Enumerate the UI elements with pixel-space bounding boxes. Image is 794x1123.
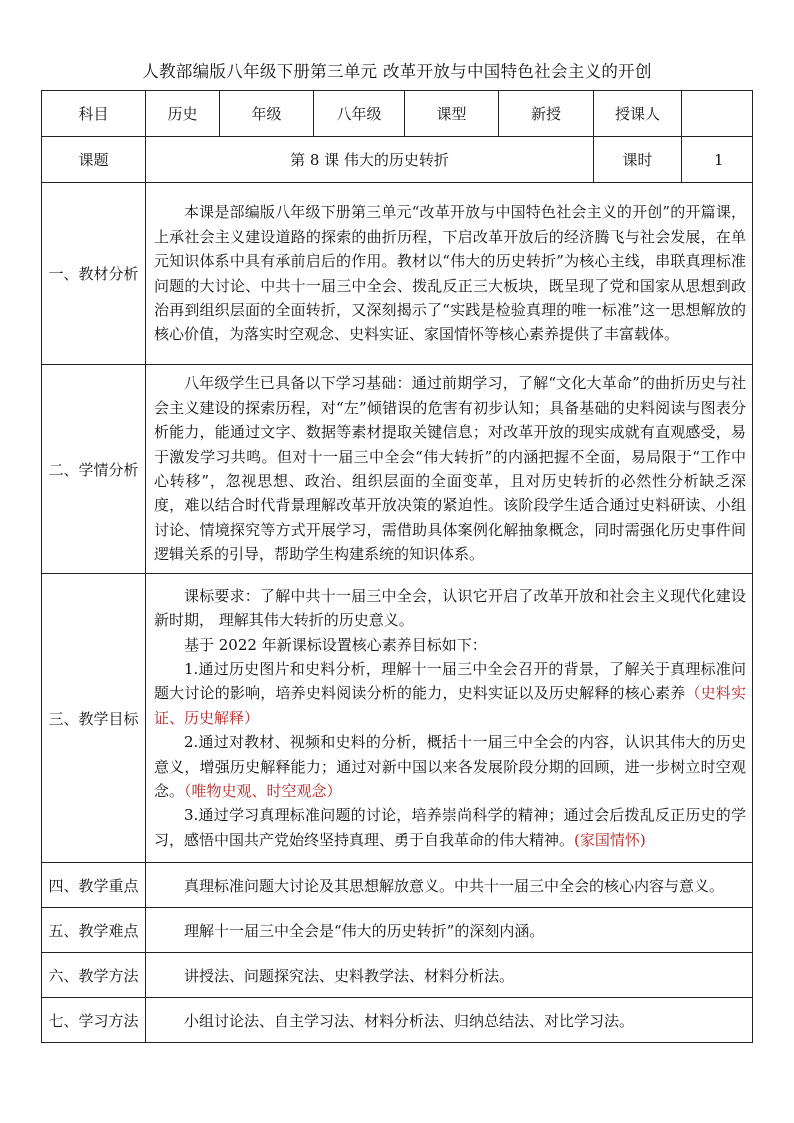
teacher-value (682, 91, 753, 137)
difficulties-text: 理解十一届三中全会是“伟大的历史转折”的深刻内涵。 (146, 908, 753, 953)
learning-methods-row (42, 998, 753, 1043)
teaching-methods-row (42, 953, 753, 998)
learning-methods-label: 七、学习方法 (42, 998, 146, 1043)
student-analysis-label: 二、学情分析 (42, 365, 146, 574)
goal-3-text: 3.通过学习真理标准问题的讨论，培养崇尚科学的精神；通过会后拨乱反正历史的学习，感悟中国共产党始终坚持真理、勇于自我革命的伟大精神。 (154, 806, 746, 849)
textbook-analysis-label: 一、教材分析 (42, 183, 146, 365)
topic-value: 第 8 课 伟大的历史转折 (146, 137, 594, 183)
document-title: 人教部编版八年级下册第三单元 改革开放与中国特色社会主义的开创 (142, 62, 652, 81)
goal-2-literacy-tag: （唯物史观、时空观念） (184, 782, 342, 801)
goal-3 (154, 803, 746, 852)
hours-label: 课时 (594, 137, 682, 183)
topic-row (42, 137, 753, 183)
teaching-methods-label: 六、教学方法 (42, 953, 146, 998)
key-points-label: 四、教学重点 (42, 863, 146, 908)
hours-number: 1 (714, 150, 724, 169)
student-analysis-row (42, 365, 753, 574)
textbook-analysis-row (42, 183, 753, 365)
teaching-goals-content (146, 574, 753, 863)
grade-label: 年级 (220, 91, 314, 137)
goal-2 (154, 730, 746, 803)
curriculum-standard: 课标要求：了解中共十一届三中全会，认识它开启了改革开放和社会主义现代化建设新时期， 理解其伟大转折的历史意义。 (154, 586, 746, 630)
goals-intro: 基于 2022 年新课标设置核心素养目标如下： (184, 635, 487, 654)
goal-1-text: 1.通过历史图片和史料分析，理解十一届三中全会召开的背景，了解关于真理标准问题大讨论的影响，培养史料阅读分析的能力，史料实证以及历史解释的核心素养 (154, 659, 746, 703)
topic-label: 课题 (42, 137, 146, 183)
student-analysis-content (146, 365, 753, 574)
key-points-row (42, 863, 753, 908)
subject-value: 历史 (146, 91, 220, 137)
difficulties-label: 五、教学难点 (42, 908, 146, 953)
student-analysis-text: 八年级学生已具备以下学习基础：通过前期学习，了解“文化大革命”的曲折历史与社会主义建设的探索历程，对“左”倾错误的危害有初步认知；具备基础的史料阅读与图表分析能力，能通过文字、数据等素材提取关键信息；对改革开放的现实成就有直观感受，易于激发学习共鸣。但对十一届三中全会“伟大转折”的内涵把握不全面，易局限于“工作中心转移”，忽视思想、政治、组织层面的全面变革，且对历史转折的必然性分析缺乏深度，难以结合时代背景理解改革开放决策的紧迫性。该阶段学生适合通过史料研读、小组讨论、情境探究等方式开展学习，需借助具体案例化解抽象概念，同时需强化历史事件间逻辑关系的引导，帮助学生构建系统的知识体系。 (154, 374, 746, 564)
teacher-label: 授课人 (594, 91, 682, 137)
teaching-methods-text: 讲授法、问题探究法、史料教学法、材料分析法。 (146, 953, 753, 998)
subject-label: 科目 (42, 91, 146, 137)
textbook-analysis-text: 本课是部编版八年级下册第三单元“改革开放与中国特色社会主义的开创”的开篇课，上承社会主义建设道路的探索的曲折历程，下启改革开放后的经济腾飞与社会发展，在单元知识体系中具有承前启后的作用。教材以“伟大的历史转折”为核心主线，串联真理标准问题的大讨论、中共十一届三中全会、拨乱反正三大板块，既呈现了党和国家从思想到政治再到组织层面的全面转折，又深刻揭示了“实践是检验真理的唯一标准”这一思想解放的核心价值，为落实时空观念、史料实证、家国情怀等核心素养提供了丰富载体。 (154, 203, 746, 344)
grade-value: 八年级 (314, 91, 405, 137)
header-row (42, 91, 753, 137)
goal-2-text: 2.通过对教材、视频和史料的分析，概括十一届三中全会的内容，认识其伟大的历史意义，增强历史解释能力；通过对新中国以来各发展阶段分期的回顾，进一步树立时空观念。 (154, 733, 746, 801)
textbook-analysis-content (146, 183, 753, 365)
type-label: 课型 (405, 91, 499, 137)
goal-1-literacy-tag: （史料实证、历史解释） (154, 684, 746, 727)
goal-1 (154, 657, 746, 730)
teaching-goals-row (42, 574, 753, 863)
lesson-plan-table (41, 90, 753, 1043)
learning-methods-text: 小组讨论法、自主学习法、材料分析法、归纳总结法、对比学习法。 (146, 998, 753, 1043)
key-points-text: 真理标准问题大讨论及其思想解放意义。中共十一届三中全会的核心内容与意义。 (146, 863, 753, 908)
hours-value (682, 137, 753, 183)
difficulties-row (42, 908, 753, 953)
type-value: 新授 (499, 91, 594, 137)
teaching-goals-label: 三、教学目标 (42, 574, 146, 863)
goal-3-literacy-tag: (家国情怀) (574, 830, 646, 849)
